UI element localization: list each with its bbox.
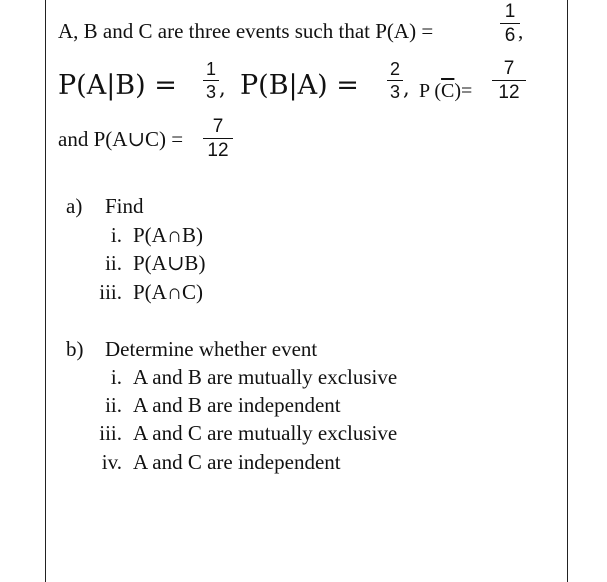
part-a-label: a) xyxy=(66,194,83,218)
fraction-pA xyxy=(500,2,520,45)
comma: , xyxy=(403,76,410,100)
p-c-complement-label xyxy=(419,80,472,103)
fraction-bar xyxy=(492,80,526,81)
fraction-bar xyxy=(203,80,219,81)
fraction-denominator: 3 xyxy=(205,82,216,102)
list-item: A and C are independent xyxy=(133,450,341,474)
p-c-suffix: )= xyxy=(454,80,473,102)
intro-text: A, B and C are three events such that P(A) = xyxy=(58,19,434,43)
list-item: A and B are independent xyxy=(133,393,341,417)
list-item-number: i. xyxy=(110,365,122,389)
part-b-label: b) xyxy=(66,337,84,361)
fraction-union xyxy=(203,117,233,160)
fraction-denominator: 3 xyxy=(389,82,400,102)
fraction-bar xyxy=(500,23,520,24)
fraction-numerator: 7 xyxy=(212,116,224,137)
list-item-number: ii. xyxy=(105,393,122,417)
list-item: P(A∩C) xyxy=(133,280,204,304)
fraction-numerator: 1 xyxy=(504,1,516,22)
list-item-number: iii. xyxy=(99,280,122,304)
fraction-numerator: 1 xyxy=(205,59,216,79)
p-a-given-b-label: P(A|B) = xyxy=(58,70,177,101)
fraction-pCbar xyxy=(492,59,526,102)
fraction-denominator: 6 xyxy=(504,25,516,46)
union-label: and P(A∪C) = xyxy=(58,127,184,151)
fraction-bar xyxy=(387,80,403,81)
list-item: A and B are mutually exclusive xyxy=(133,365,398,389)
fraction-numerator: 2 xyxy=(389,59,400,79)
list-item: P(A∪B) xyxy=(133,251,206,275)
fraction-pBgivenA xyxy=(387,60,403,101)
fraction-denominator: 12 xyxy=(207,140,229,161)
c-complement-symbol: $\overline{C}$ xyxy=(441,80,455,102)
list-item-number: iv. xyxy=(101,450,122,474)
p-b-given-a-label: P(B|A) = xyxy=(240,70,359,101)
list-item-number: ii. xyxy=(105,251,122,275)
fraction-denominator: 12 xyxy=(498,82,520,103)
part-a-title: Find xyxy=(105,194,144,218)
list-item-number: iii. xyxy=(99,421,122,445)
list-item: A and C are mutually exclusive xyxy=(133,421,398,445)
fraction-numerator: 7 xyxy=(503,58,515,79)
fraction-pAgivenB xyxy=(203,60,219,101)
fraction-bar xyxy=(203,138,233,139)
list-item-number: i. xyxy=(110,223,122,247)
comma: , xyxy=(219,76,226,100)
comma: , xyxy=(518,19,524,43)
list-item: P(A∩B) xyxy=(133,223,204,247)
part-b-title: Determine whether event xyxy=(105,337,318,361)
p-c-prefix: P ( xyxy=(419,80,442,102)
